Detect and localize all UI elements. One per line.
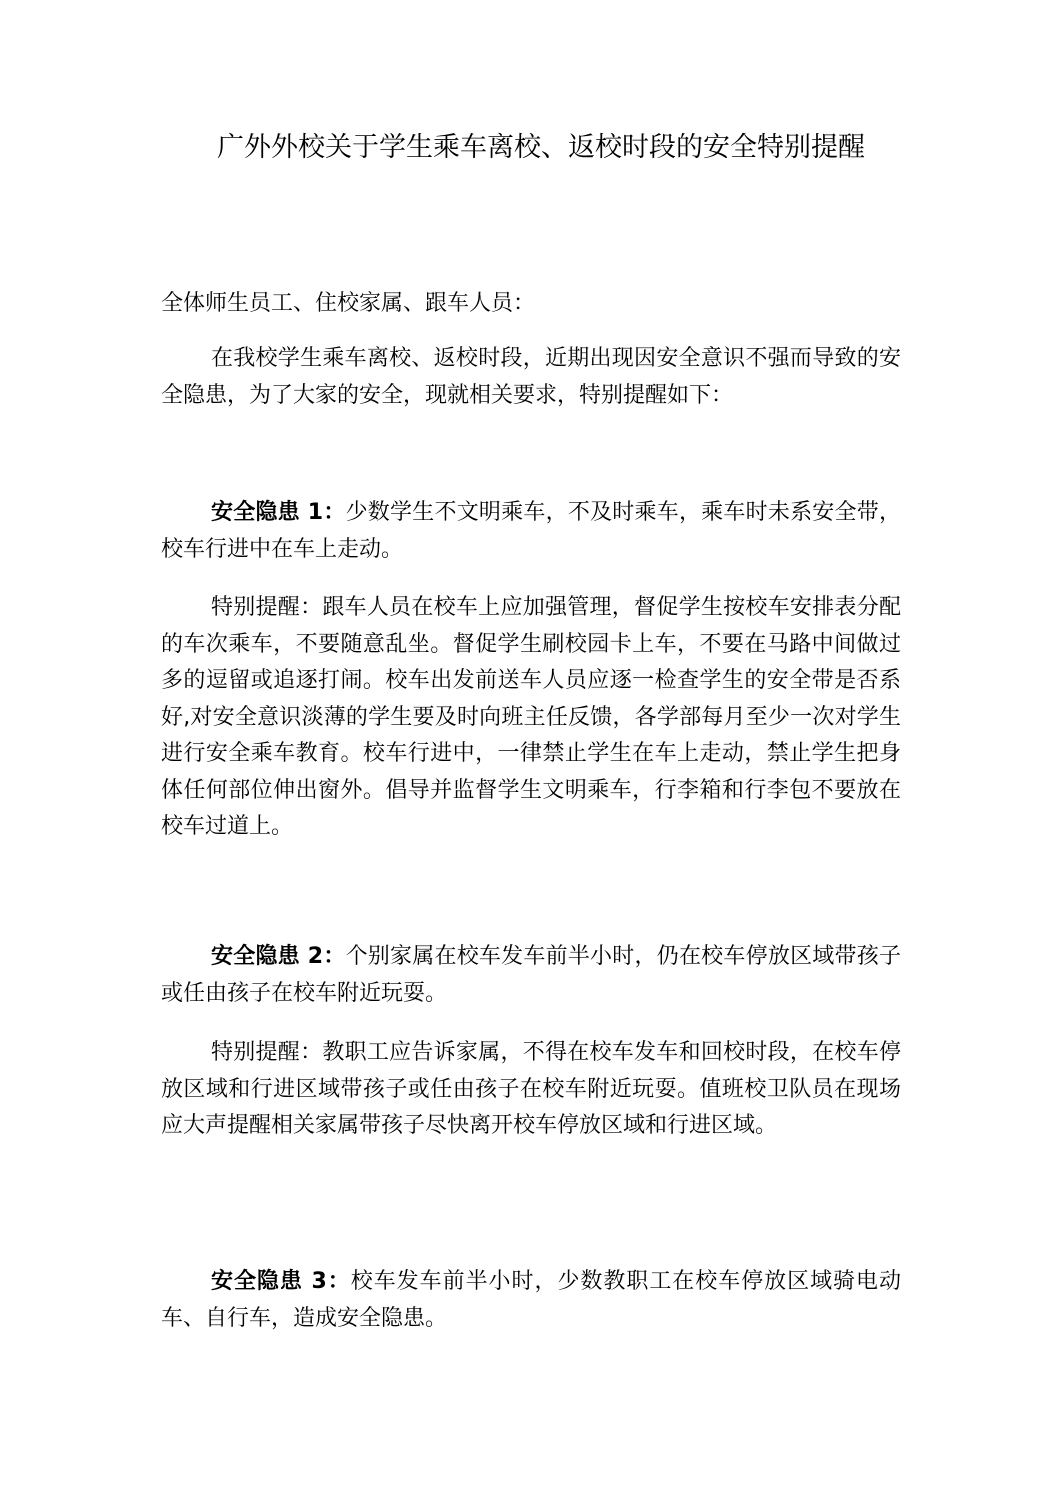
salutation: 全体师生员工、住校家属、跟车人员： (161, 291, 536, 316)
reminder-1-paragraph (161, 590, 901, 846)
reminder-1-label: 特别提醒 (211, 595, 301, 620)
intro-paragraph: 在我校学生乘车离校、返校时段，近期出现因安全意识不强而导致的安全隐患，为了大家的安全，现就相关要求，特别提醒如下： (161, 346, 901, 408)
reminder-2-label: 特别提醒 (211, 1040, 301, 1065)
hazard-3-text: 校车发车前半小时，少数教职工在校车停放区域骑电动车、自行车，造成安全隐患。 (161, 1269, 901, 1331)
reminder-2-text: 教职工应告诉家属，不得在校车发车和回校时段，在校车停放区域和行进区域带孩子或任由孩子在校车附近玩耍。值班校卫队员在现场应大声提醒相关家属带孩子尽快离开校车停放区域和行进区域。 (161, 1040, 901, 1138)
hazard-1-paragraph (161, 495, 901, 568)
reminder-2-separator: ： (300, 1040, 323, 1065)
reminder-2-paragraph (161, 1035, 901, 1145)
hazard-1-separator: ： (323, 500, 346, 525)
hazard-1-label: 安全隐患 1 (211, 500, 324, 525)
reminder-1-separator: ： (300, 595, 323, 620)
hazard-3-separator: ： (326, 1269, 351, 1294)
hazard-2-text: 个别家属在校车发车前半小时，仍在校车停放区域带孩子或任由孩子在校车附近玩耍。 (161, 944, 901, 1006)
hazard-2-paragraph (161, 939, 901, 1012)
reminder-1-text: 跟车人员在校车上应加强管理，督促学生按校车安排表分配的车次乘车，不要随意乱坐。督促学生刷校园卡上车，不要在马路中间做过多的逗留或追逐打闹。校车出发前送车人员应逐一检查学生的安全带是否系好,对安全意识淡薄的学生要及时向班主任反馈，各学部每月至少一次对学生进行安全乘车教育。校车行进中，一律禁止学生在车上走动，禁止学生把身体任何部位伸出窗外。倡导并监督学生文明乘车，行李箱和行李包不要放在校车过道上。 (161, 595, 901, 839)
hazard-2-label: 安全隐患 2 (211, 944, 324, 969)
hazard-1-text: 少数学生不文明乘车，不及时乘车，乘车时未系安全带，校车行进中在车上走动。 (161, 500, 901, 562)
hazard-3-label: 安全隐患 3 (211, 1269, 327, 1294)
hazard-3-paragraph (161, 1264, 901, 1337)
document-title: 广外外校关于学生乘车离校、返校时段的安全特别提醒 (217, 132, 865, 163)
hazard-2-separator: ： (323, 944, 346, 969)
